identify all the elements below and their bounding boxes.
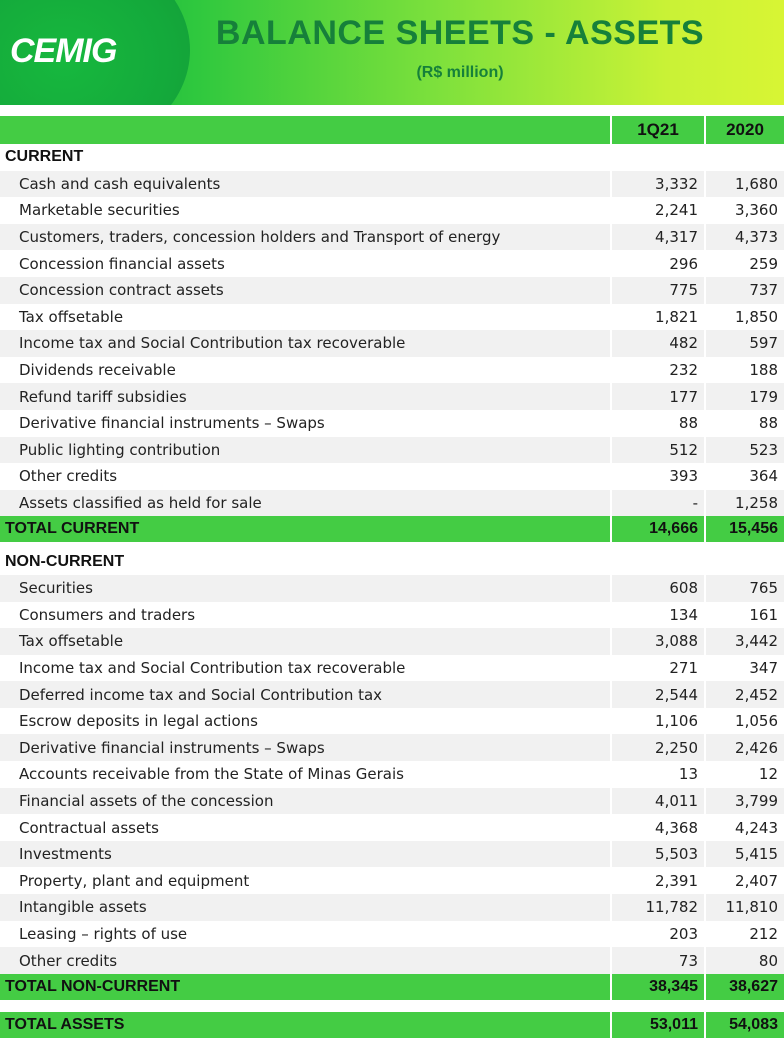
value-1q21: 134 [669, 605, 698, 624]
value-1q21: 2,250 [612, 734, 704, 761]
row-label: Refund tariff subsidies [0, 383, 610, 410]
value-2020: 11,810 [706, 894, 784, 921]
non-current-section-heading [0, 548, 784, 575]
value-1q21: 14,666 [612, 516, 704, 542]
value-2020: 161 [749, 605, 778, 624]
value-2020: 2,452 [706, 681, 784, 708]
row-label: Financial assets of the concession [0, 788, 610, 815]
value-1q21: 3,088 [612, 628, 704, 655]
value-1q21: 482 [612, 330, 704, 357]
value-2020: 38,627 [706, 974, 784, 1000]
value-2020: 597 [706, 330, 784, 357]
value-2020: 259 [749, 254, 778, 273]
table-row [0, 197, 784, 224]
value-1q21: 232 [669, 361, 698, 380]
value-2020: 347 [749, 658, 778, 677]
table-row [0, 463, 784, 490]
table-row [0, 867, 784, 894]
row-label: Escrow deposits in legal actions [19, 712, 258, 731]
value-1q21: 203 [669, 924, 698, 943]
value-1q21 [612, 548, 704, 575]
value-1q21: 1,106 [655, 712, 698, 731]
value-2020 [706, 144, 784, 171]
value-1q21: 1,821 [655, 307, 698, 326]
table-row [0, 410, 784, 437]
table-row [0, 304, 784, 331]
row-label: Derivative financial instruments – Swaps [0, 734, 610, 761]
table-row [0, 681, 784, 708]
table-row [0, 224, 784, 251]
row-label: Public lighting contribution [0, 437, 610, 464]
value-1q21: 775 [612, 277, 704, 304]
row-label: TOTAL CURRENT [0, 516, 610, 542]
value-2020: 4,373 [706, 224, 784, 251]
value-2020 [706, 548, 784, 575]
row-label: Income tax and Social Contribution tax recoverable [19, 658, 406, 677]
row-label: TOTAL ASSETS [0, 1012, 610, 1038]
value-1q21: 11,782 [612, 894, 704, 921]
row-label: Concession contract assets [0, 277, 610, 304]
value-2020: 1,258 [706, 490, 784, 517]
row-label: Investments [0, 841, 610, 868]
value-2020: 188 [749, 361, 778, 380]
value-1q21: 13 [678, 765, 698, 784]
value-2020: 1,680 [706, 171, 784, 198]
value-2020: 80 [706, 947, 784, 974]
table-row [0, 788, 784, 815]
table-row [0, 437, 784, 464]
table-header-row [0, 116, 784, 144]
balance-sheet-table [0, 116, 784, 1038]
page-title: BALANCE SHEETS - ASSETS [215, 14, 705, 52]
row-label: Marketable securities [19, 201, 180, 220]
value-1q21: 393 [669, 467, 698, 486]
row-label: Leasing – rights of use [19, 924, 188, 943]
value-1q21: 2,391 [655, 871, 698, 890]
row-label: Dividends receivable [19, 361, 176, 380]
value-1q21: 296 [669, 254, 698, 273]
value-1q21: 608 [612, 575, 704, 602]
total-non-current-row [0, 974, 784, 1000]
total-assets-row [0, 1012, 784, 1038]
value-1q21: 38,345 [612, 974, 704, 1000]
row-label: TOTAL NON-CURRENT [0, 974, 610, 1000]
table-row [0, 628, 784, 655]
value-2020: 179 [706, 383, 784, 410]
value-1q21: 2,544 [612, 681, 704, 708]
row-label: Income tax and Social Contribution tax recoverable [0, 330, 610, 357]
value-1q21: - [612, 490, 704, 517]
table-row [0, 357, 784, 384]
row-label: Deferred income tax and Social Contribution tax [0, 681, 610, 708]
table-row [0, 490, 784, 517]
value-1q21: 271 [669, 658, 698, 677]
value-1q21: 73 [612, 947, 704, 974]
table-row [0, 761, 784, 788]
row-label: Tax offsetable [0, 628, 610, 655]
table-row [0, 734, 784, 761]
value-2020: 54,083 [706, 1012, 784, 1038]
header-label-cell [0, 116, 610, 144]
column-header-2020: 2020 [706, 116, 784, 144]
row-label: Other credits [0, 947, 610, 974]
row-label: Derivative financial instruments – Swaps [19, 414, 325, 433]
value-2020: 88 [758, 414, 778, 433]
value-2020: 523 [706, 437, 784, 464]
row-label: Other credits [19, 467, 118, 486]
table-row [0, 383, 784, 410]
value-2020: 765 [706, 575, 784, 602]
table-row [0, 921, 784, 948]
value-2020: 4,243 [735, 818, 778, 837]
value-1q21: 3,332 [612, 171, 704, 198]
value-2020: 3,442 [706, 628, 784, 655]
value-1q21: 4,368 [655, 818, 698, 837]
value-2020: 15,456 [706, 516, 784, 542]
table-row [0, 602, 784, 629]
value-2020: 364 [749, 467, 778, 486]
row-label: Concession financial assets [19, 254, 225, 273]
value-2020: 2,407 [735, 871, 778, 890]
value-1q21: 2,241 [655, 201, 698, 220]
column-header-1q21: 1Q21 [612, 116, 704, 144]
table-row [0, 655, 784, 682]
value-1q21: 4,317 [612, 224, 704, 251]
table-row [0, 277, 784, 304]
value-2020: 737 [706, 277, 784, 304]
row-label: Cash and cash equivalents [0, 171, 610, 198]
header-banner [0, 0, 784, 105]
total-current-row [0, 516, 784, 542]
value-2020: 212 [749, 924, 778, 943]
row-label: Intangible assets [0, 894, 610, 921]
table-row [0, 814, 784, 841]
value-2020: 3,360 [735, 201, 778, 220]
value-1q21: 88 [678, 414, 698, 433]
value-2020: 1,056 [735, 712, 778, 731]
value-2020: 1,850 [735, 307, 778, 326]
value-1q21: 512 [612, 437, 704, 464]
row-label: CURRENT [5, 148, 84, 166]
value-2020: 3,799 [706, 788, 784, 815]
value-1q21: 53,011 [612, 1012, 704, 1038]
cemig-logo: CEMIG [10, 32, 117, 70]
value-2020: 5,415 [706, 841, 784, 868]
row-label: Property, plant and equipment [19, 871, 250, 890]
value-1q21 [612, 144, 704, 171]
value-2020: 12 [758, 765, 778, 784]
value-1q21: 4,011 [612, 788, 704, 815]
value-1q21: 177 [612, 383, 704, 410]
table-row [0, 330, 784, 357]
table-row [0, 841, 784, 868]
row-label: Securities [0, 575, 610, 602]
page-subtitle: (R$ million) [416, 64, 504, 81]
current-section-heading [0, 144, 784, 171]
table-row [0, 250, 784, 277]
table-row [0, 575, 784, 602]
row-label: Accounts receivable from the State of Minas Gerais [19, 765, 404, 784]
value-1q21: 5,503 [612, 841, 704, 868]
table-row [0, 171, 784, 198]
row-label: NON-CURRENT [5, 552, 125, 570]
table-row [0, 708, 784, 735]
table-row [0, 894, 784, 921]
value-2020: 2,426 [706, 734, 784, 761]
row-label: Consumers and traders [19, 605, 196, 624]
row-label: Contractual assets [19, 818, 159, 837]
row-label: Tax offsetable [19, 307, 124, 326]
table-row [0, 947, 784, 974]
row-label: Customers, traders, concession holders and Transport of energy [0, 224, 610, 251]
row-label: Assets classified as held for sale [0, 490, 610, 517]
